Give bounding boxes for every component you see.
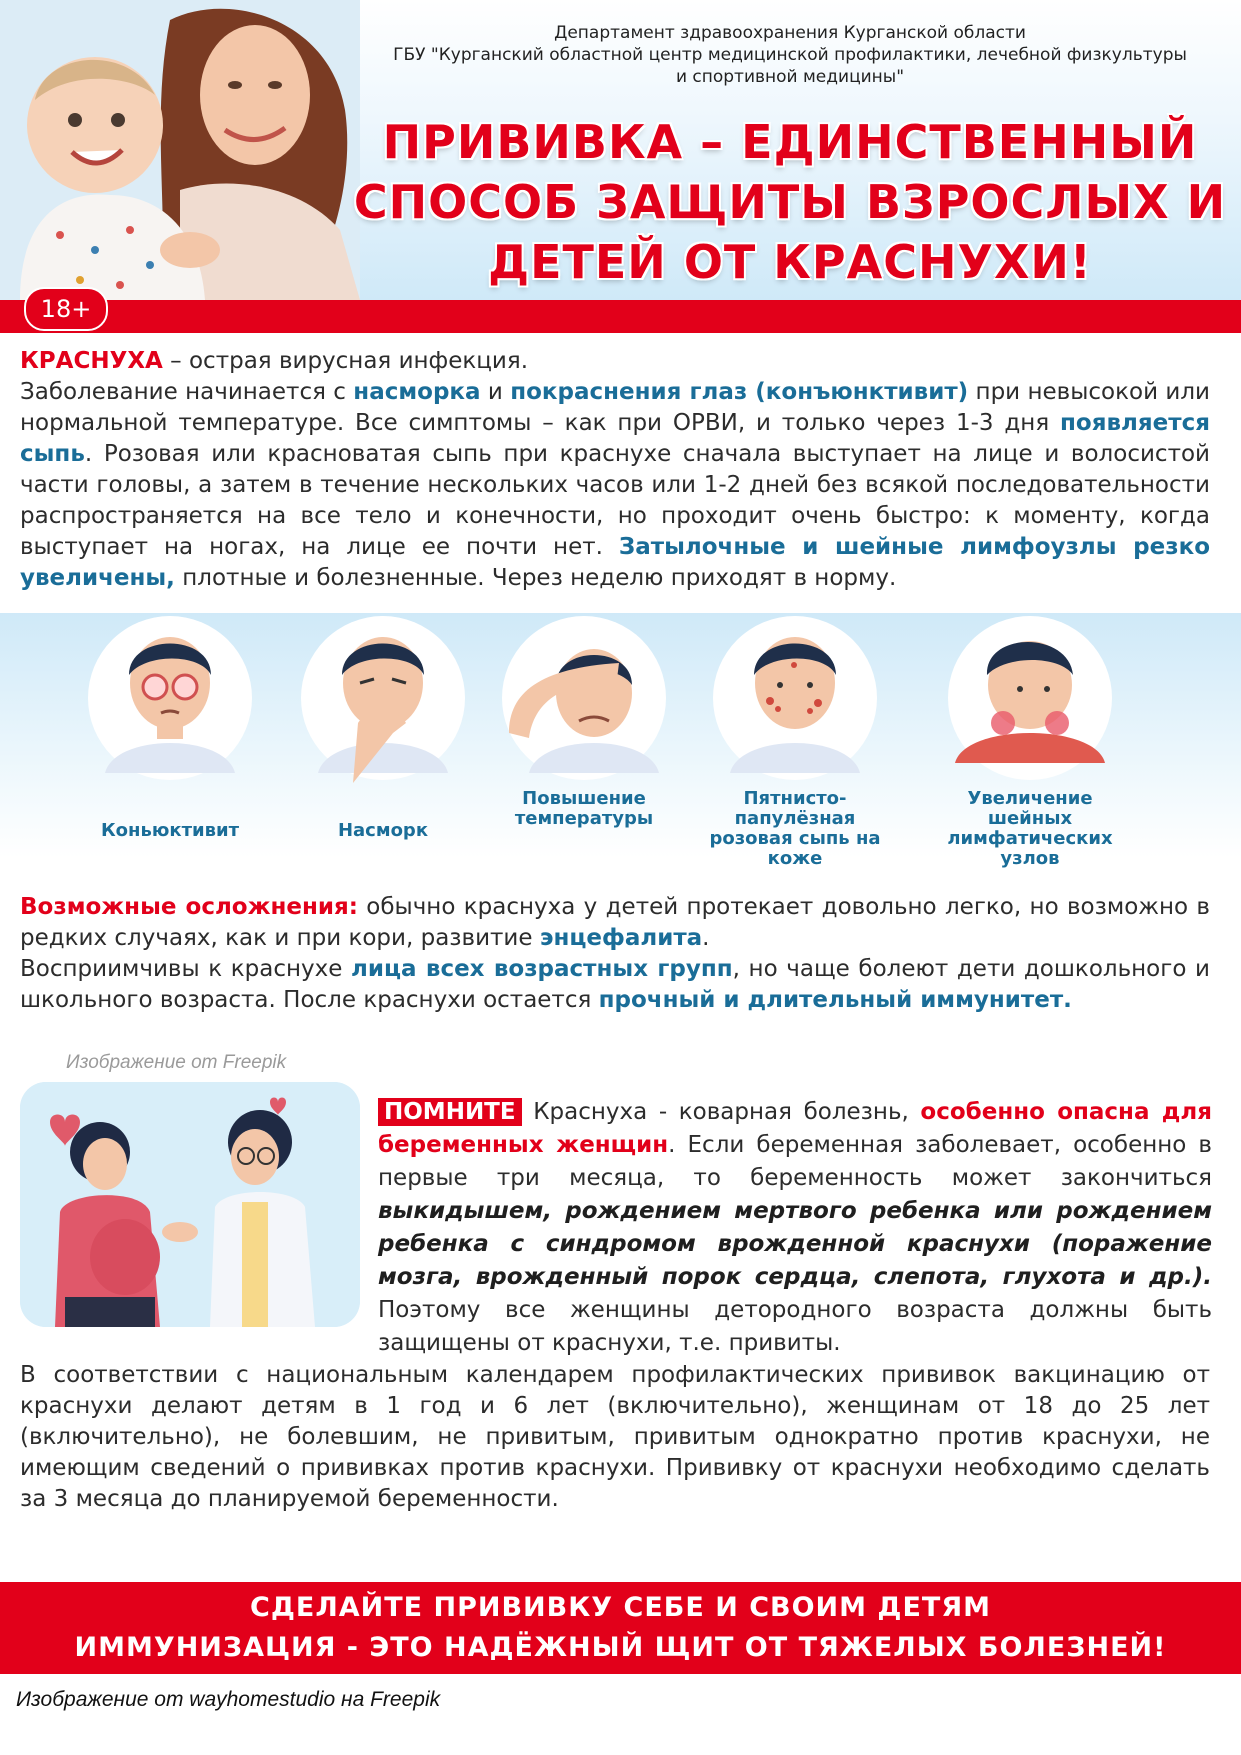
age-rating-badge: 18+ [24,287,108,331]
call-to-action-banner [0,1582,1241,1674]
fever-face-icon [499,613,669,783]
intro-text: Заболевание начинается с [20,379,354,405]
complications-text: , но чаще болеют дети дошкольного и школьного возраста. После краснухи остается [20,956,1210,1013]
conjunctivitis-face-icon [85,613,255,783]
complications-heading: Возможные осложнения: [20,894,358,920]
highlight-conjunctivitis: покраснения глаз (конъюнктивит) [510,379,969,405]
intro-text: . Розовая или красноватая сыпь при краснухе сначала выступает на лице и волосистой части головы, а затем в течение нескольких часов или 1-2 дней без всякой последовательности распространяется на все тело и конечности, но проходит очень быстро: к моменту, когда выступает на ногах, на лице ее почти нет. [20,441,1210,560]
vaccination-calendar-paragraph: В соответствии с национальным календарем профилактических прививок вакцинацию от краснухи делают детям в 1 год и 6 лет (включительно), женщинам от 18 до 25 лет (включительно), не болевшим, не привитым, привитым однократно против краснухи, не имеющим сведений о прививках против краснухи. Прививку от краснухи необходимо сделать за 3 месяца до планируемой беременности. [20,1362,1210,1512]
complications-text: Восприимчивы к краснухе [20,956,352,982]
cta-line-2: ИММУНИЗАЦИЯ - ЭТО НАДЁЖНЫЙ ЩИТ ОТ ТЯЖЕЛЫХ БОЛЕЗНЕЙ! [74,1632,1167,1663]
symptoms-section [0,613,1241,869]
symptom-label: Насморк [337,820,429,841]
highlight-encephalitis: энцефалита [539,925,703,951]
symptom-label: Коньюктивит [100,820,240,841]
remember-text: Поэтому все женщины детородного возраста должны быть защищены от краснухи, т.е. привиты. [378,1297,1212,1356]
symptom-label [930,789,1130,869]
doctor-and-pregnant-woman-illustration [20,1082,360,1327]
highlight-consequences: выкидышем, рождением мертвого ребенка или рождением ребенка с синдромом врожденной краснухи (поражение мозга, врожденный порок сердца, слепота, глухота и др.). [378,1198,1212,1290]
symptom-label-line: температуры [514,808,654,829]
symptom-label-line: Пятнисто-папулёзная [734,788,856,829]
intro-text: – острая вирусная инфекция. [162,348,529,374]
cta-line-1: СДЕЛАЙТЕ ПРИВИВКУ СЕБЕ И СВОИМ ДЕТЯМ [250,1592,991,1623]
intro-text: при невысокой или нормальной температуре. Все симптомы – как при ОРВИ, и только через 1-3 дня [20,379,1210,436]
highlight-lymph-nodes: Затылочные и шейные лимфоузлы резко увеличены, [20,534,1210,591]
org-line-3: и спортивной медицины" [675,67,905,87]
symptom-label-line: розовая сыпь на коже [709,828,881,869]
symptom-lymph-nodes [930,613,1130,869]
remember-tag: ПОМНИТЕ [378,1098,522,1126]
remember-text: Краснуха - коварная болезнь, [521,1099,921,1125]
symptom-runny-nose [283,613,483,841]
highlight-pregnant-danger: особенно опасна для беременных женщин [378,1099,1212,1158]
page-title [340,112,1240,292]
image-credit-wayhomestudio: Изображение от wayhomestudio на Freepik [16,1688,441,1711]
symptom-label-line: Повышение [522,788,646,809]
org-line-2: ГБУ "Курганский областной центр медицинской профилактики, лечебной физкультуры [393,45,1187,65]
symptom-label-line: Увеличение шейных [967,788,1093,829]
intro-text: плотные и болезненные. Через неделю приходят в норму. [174,565,897,591]
organization-name [360,22,1220,88]
intro-text: и [480,379,511,405]
header-red-bar [0,300,1241,333]
highlight-all-ages: лица всех возрастных групп [351,956,733,982]
remember-text: . Если беременная заболевает, особенно в первые три месяца, то беременность может закончиться [378,1132,1212,1191]
symptom-fever [484,613,684,829]
intro-paragraph [20,346,1210,594]
complications-paragraph [20,892,1210,1016]
runny-nose-face-icon [298,613,468,783]
title-line-3: ДЕТЕЙ ОТ КРАСНУХИ! [488,235,1092,289]
complications-text: обычно краснуха у детей протекает довольно легко, но возможно в редких случаях, как и при кори, развитие [20,894,1210,951]
symptom-rash [695,613,895,869]
image-credit-freepik: Изображение от Freepik [66,1052,287,1073]
highlight-runny-nose: насморка [353,379,481,405]
remember-paragraph [378,1096,1212,1360]
title-line-2: СПОСОБ ЗАЩИТЫ ВЗРОСЛЫХ И [353,175,1227,229]
highlight-rash: появляется сыпь [20,410,1210,467]
complications-text: . [702,925,710,951]
symptom-label [484,789,684,829]
mother-and-child-photo [0,0,360,300]
highlight-immunity: прочный и длительный иммунитет. [598,987,1072,1013]
disease-name: КРАСНУХА [20,348,163,374]
rash-face-icon [710,613,880,783]
title-line-1: ПРИВИВКА – ЕДИНСТВЕННЫЙ [382,115,1198,169]
symptom-label [695,789,895,869]
symptom-label-line: лимфатических узлов [947,828,1113,869]
header [0,0,1241,300]
symptom-conjunctivitis [70,613,270,841]
swollen-lymph-nodes-face-icon [945,613,1115,783]
org-line-1: Департамент здравоохранения Курганской области [554,23,1026,43]
